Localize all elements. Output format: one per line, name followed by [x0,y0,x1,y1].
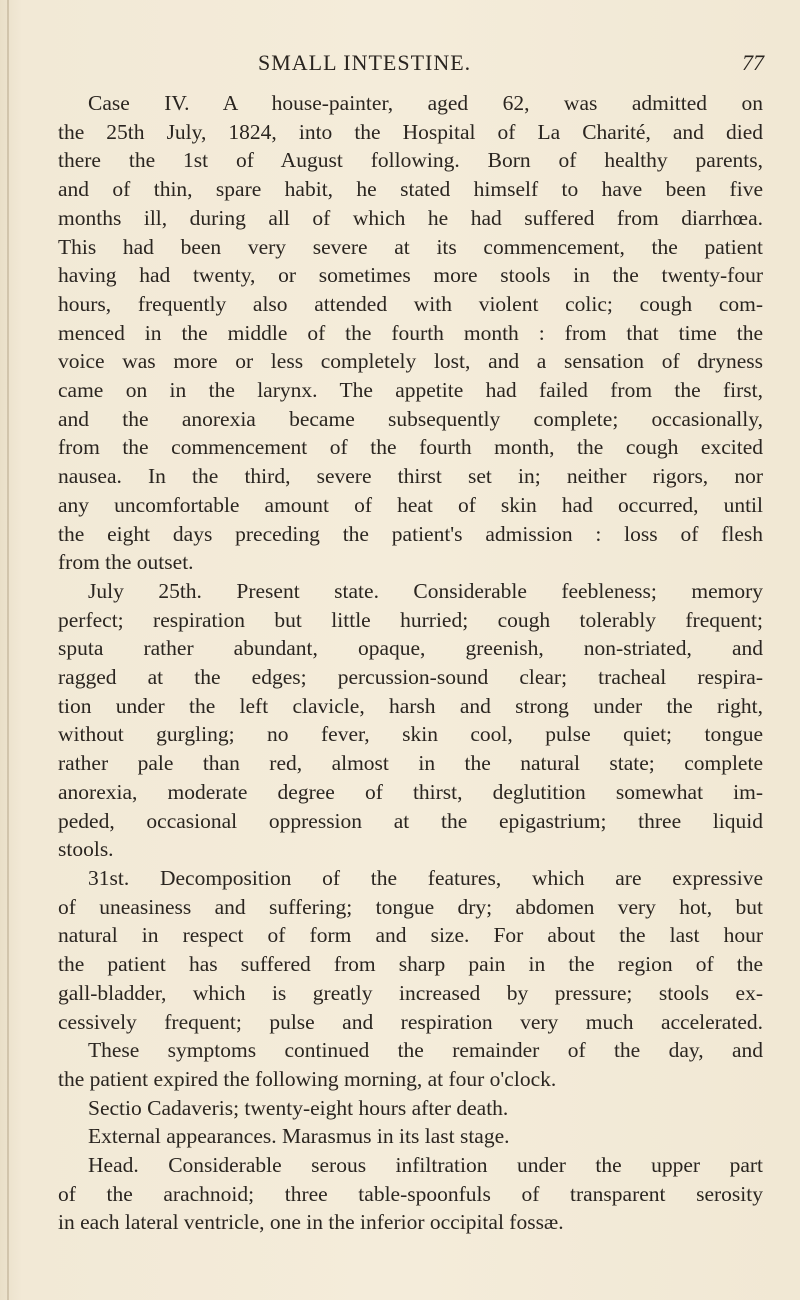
text-line: ragged at the edges; percussion-sound clear; tracheal respira- [58,665,763,690]
text-line: sputa rather abundant, opaque, greenish, non-striated, and [58,636,763,661]
text-line: cessively frequent; pulse and respiration very much accelerated. [58,1009,763,1034]
text-line: 31st. Decomposition of the features, which are expressive [88,865,763,890]
body-text [58,89,763,1237]
text-line: External appearances. Marasmus in its last stage. [88,1124,510,1149]
text-line: came on in the larynx. The appetite had failed from the first, [58,378,763,403]
text-line: Head. Considerable serous infiltration under the upper part [88,1153,763,1178]
text-line: anorexia, moderate degree of thirst, deglutition somewhat im- [58,779,763,804]
text-line: perfect; respiration but little hurried; cough tolerably frequent; [58,607,763,632]
text-line: gall-bladder, which is greatly increased by pressure; stools ex- [58,980,763,1005]
page-number: 77 [742,50,764,75]
text-line: and of thin, spare habit, he stated himself to have been five [58,177,763,202]
text-line: of the arachnoid; three table-spoonfuls of transparent serosity [58,1181,763,1206]
text-line: These symptoms continued the remainder of the day, and [88,1038,763,1063]
text-line: tion under the left clavicle, harsh and strong under the right, [58,693,763,718]
text-line: Case IV. A house-painter, aged 62, was admitted on [88,91,763,115]
text-line: months ill, during all of which he had suffered from diarrhœa. [58,205,763,230]
running-header [68,50,768,80]
text-line: without gurgling; no fever, skin cool, pulse quiet; tongue [58,722,763,747]
text-line: the 25th July, 1824, into the Hospital of La Charité, and died [58,119,763,144]
text-line: hours, frequently also attended with violent colic; cough com- [58,291,763,316]
text-line: the patient has suffered from sharp pain in the region of the [58,952,763,977]
text-line: from the commencement of the fourth month, the cough excited [58,435,763,460]
text-line: This had been very severe at its commencement, the patient [58,234,763,259]
text-line: natural in respect of form and size. For about the last hour [58,923,763,948]
text-line: July 25th. Present state. Considerable feebleness; memory [88,578,763,603]
text-line: nausea. In the third, severe thirst set in; neither rigors, nor [58,464,763,489]
text-line: voice was more or less completely lost, and a sensation of dryness [58,349,763,374]
text-line: and the anorexia became subsequently complete; occasionally, [58,406,763,431]
text-line: of uneasiness and suffering; tongue dry; abdomen very hot, but [58,894,763,919]
text-line: rather pale than red, almost in the natural state; complete [58,751,763,776]
text-line: any uncomfortable amount of heat of skin had occurred, until [58,492,763,517]
text-line: there the 1st of August following. Born of healthy parents, [58,148,763,173]
text-line: menced in the middle of the fourth month : from that time the [58,320,763,345]
text-line: peded, occasional oppression at the epigastrium; three liquid [58,808,763,833]
text-line: in each lateral ventricle, one in the inferior occipital fossæ. [58,1210,564,1235]
text-line: the eight days preceding the patient's admission : loss of flesh [58,521,763,546]
text-line: Sectio Cadaveris; twenty-eight hours after death. [88,1095,509,1120]
text-line: from the outset. [58,550,194,575]
running-title: SMALL INTESTINE. [258,50,472,75]
text-line: having had twenty, or sometimes more stools in the twenty-four [58,263,763,288]
text-line: the patient expired the following morning, at four o'clock. [58,1066,557,1091]
page-gutter [7,0,9,1300]
text-line: stools. [58,837,114,862]
